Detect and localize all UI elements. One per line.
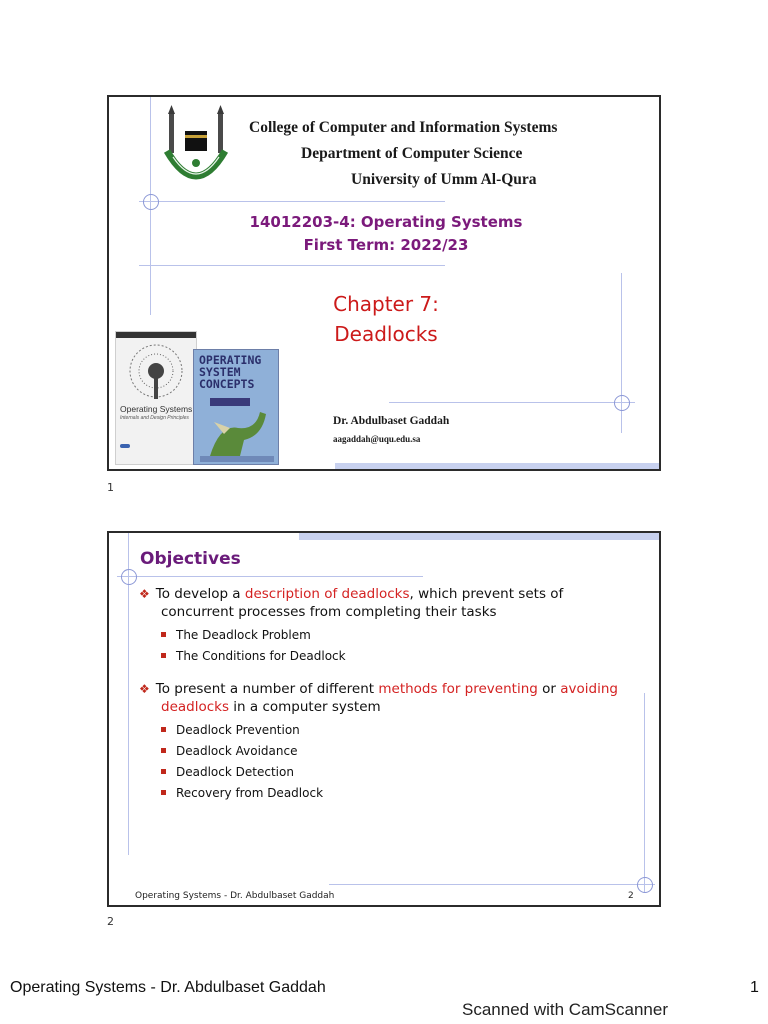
author-email: aagaddah@uqu.edu.sa <box>333 434 421 444</box>
deco-line <box>117 576 423 577</box>
list-item <box>161 723 300 737</box>
list-item-label: Recovery from Deadlock <box>176 786 324 800</box>
chapter-number: Chapter 7: <box>333 292 439 316</box>
objective-1 <box>139 585 649 621</box>
book-cover-silberschatz <box>193 349 279 465</box>
deco-bar <box>335 463 661 470</box>
slide-2-number: 2 <box>107 915 114 928</box>
obj1-text-pre: To develop a <box>155 586 245 602</box>
slide-2 <box>107 531 661 907</box>
deco-line <box>329 884 655 885</box>
list-item <box>161 786 323 800</box>
page-footer-text: Operating Systems - Dr. Abdulbaset Gaddah <box>10 979 326 996</box>
college-name: College of Computer and Information Systems <box>249 119 558 136</box>
deco-line <box>389 402 635 403</box>
list-item-label: Deadlock Avoidance <box>176 744 298 758</box>
obj1-text-highlight: description of deadlocks <box>244 586 410 602</box>
list-item-label: The Deadlock Problem <box>176 628 311 642</box>
deco-ring <box>637 877 653 893</box>
square-bullet-icon <box>161 769 166 774</box>
book1-subtitle: Internals and Design Principles <box>120 415 189 421</box>
obj1-text-post: , which prevent sets of <box>409 586 564 602</box>
obj2-text-highlight: avoiding <box>560 681 618 697</box>
book2-title-line: OPERATING <box>199 353 262 367</box>
book2-title <box>199 354 261 390</box>
obj2-text-line2 <box>139 698 649 716</box>
list-item <box>161 765 294 779</box>
deco-line <box>139 265 445 266</box>
list-item-label: Deadlock Prevention <box>176 723 300 737</box>
objective-2 <box>139 680 649 716</box>
department-name: Department of Computer Science <box>301 145 523 162</box>
book2-title-line: CONCEPTS <box>199 377 255 391</box>
deco-ring <box>121 569 137 585</box>
obj1-text-line2: concurrent processes from completing their tasks <box>161 604 497 620</box>
university-logo <box>161 105 231 193</box>
deco-ring <box>614 395 630 411</box>
author-name: Dr. Abdulbaset Gaddah <box>333 415 450 427</box>
dinosaur-illustration <box>200 394 274 462</box>
obj2-text-post: in a computer system <box>229 699 381 715</box>
slide-footer-page: 2 <box>628 891 634 901</box>
book-cover-stallings <box>115 331 197 465</box>
slide-1 <box>107 95 661 471</box>
page-footer-number: 1 <box>750 979 759 996</box>
slide-1-number: 1 <box>107 481 114 494</box>
diamond-bullet-icon: ❖ <box>139 682 150 696</box>
deco-line <box>139 201 445 202</box>
term: First Term: 2022/23 <box>303 236 469 254</box>
diamond-bullet-icon: ❖ <box>139 587 150 601</box>
slide-footer-text: Operating Systems - Dr. Abdulbaset Gaddah <box>135 891 335 901</box>
obj2-text-highlight: deadlocks <box>161 699 230 715</box>
square-bullet-icon <box>161 632 166 637</box>
list-item <box>161 744 297 758</box>
square-bullet-icon <box>161 727 166 732</box>
deco-ring <box>143 194 159 210</box>
chapter-title: Deadlocks <box>334 322 438 346</box>
book1-title: Operating Systems <box>120 404 193 414</box>
slide-title: Objectives <box>140 549 241 569</box>
scanner-watermark: Scanned with CamScanner <box>462 1000 669 1019</box>
obj2-text-highlight: methods for preventing <box>378 681 538 697</box>
book2-title-line: SYSTEM <box>199 365 241 379</box>
square-bullet-icon <box>161 790 166 795</box>
deco-bar <box>299 533 661 540</box>
list-item <box>161 628 311 642</box>
university-name: University of Umm Al-Qura <box>351 171 537 188</box>
tree-illustration <box>124 342 188 400</box>
list-item-label: Deadlock Detection <box>176 765 294 779</box>
square-bullet-icon <box>161 748 166 753</box>
square-bullet-icon <box>161 653 166 658</box>
obj2-text-mid: or <box>537 681 561 697</box>
course-code: 14012203-4: Operating Systems <box>249 213 523 231</box>
list-item-label: The Conditions for Deadlock <box>176 649 346 663</box>
deco-line <box>644 693 645 893</box>
list-item <box>161 649 346 663</box>
obj2-text-pre: To present a number of different <box>155 681 379 697</box>
